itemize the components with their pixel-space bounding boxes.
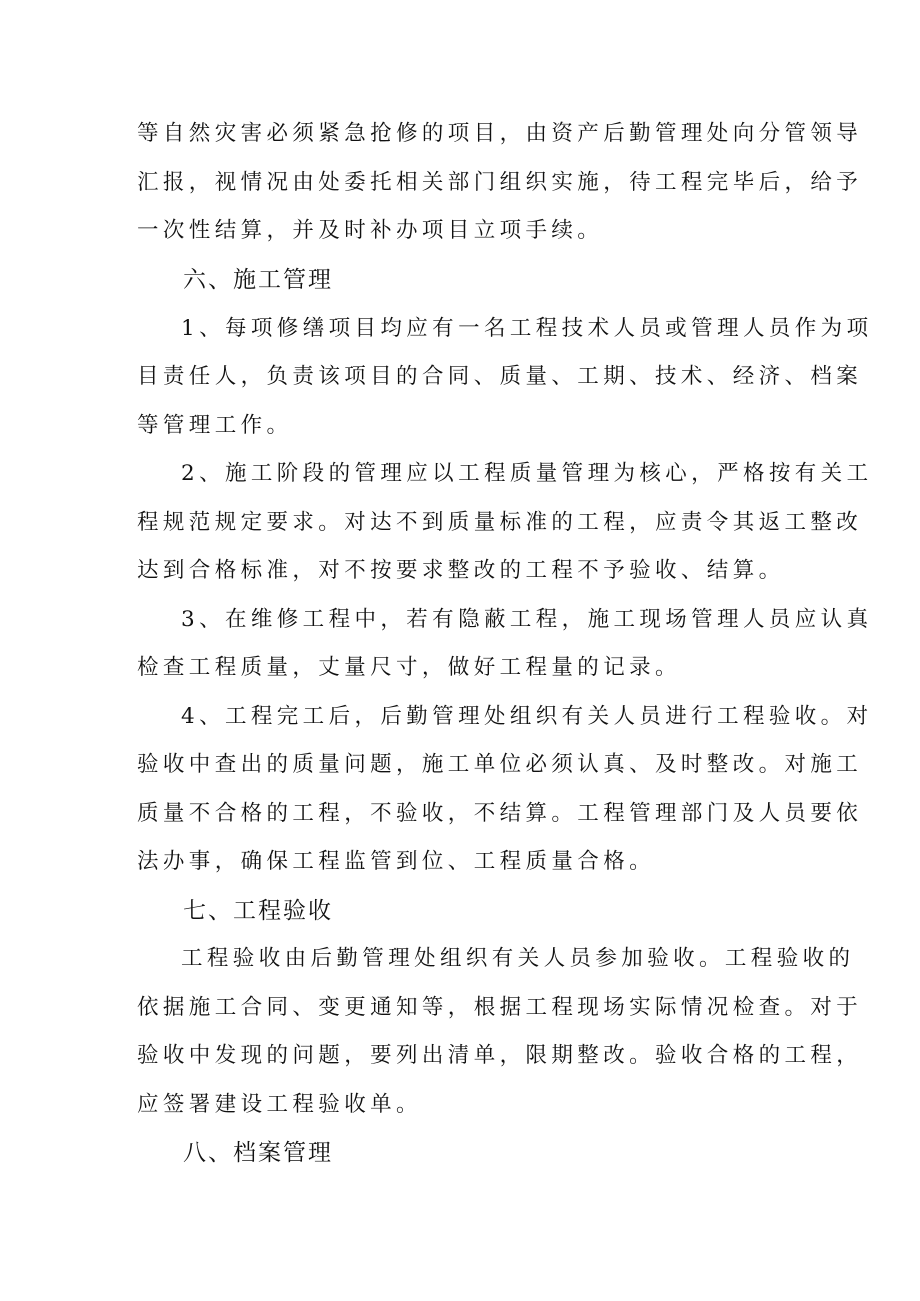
paragraph-line: 等管理工作。 — [137, 413, 293, 438]
paragraph-line: 1、每项修缮项目均应有一名工程技术人员或管理人员作为项 — [181, 316, 873, 341]
paragraph-line: 目责任人，负责该项目的合同、质量、工期、技术、经济、档案 — [137, 364, 863, 389]
paragraph-line: 验收中查出的质量问题，施工单位必须认真、及时整改。对施工 — [137, 752, 863, 777]
section-heading-construction-management: 六、施工管理 — [183, 267, 333, 293]
paragraph-line: 4、工程完工后，后勤管理处组织有关人员进行工程验收。对 — [181, 704, 873, 729]
paragraph-line: 达到合格标准，对不按要求整改的工程不予验收、结算。 — [137, 558, 785, 583]
paragraph-line: 一次性结算，并及时补办项目立项手续。 — [137, 218, 604, 243]
paragraph-line: 验收中发现的问题，要列出清单，限期整改。验收合格的工程， — [137, 1043, 863, 1068]
paragraph-line: 检查工程质量，丈量尺寸，做好工程量的记录。 — [137, 655, 681, 680]
paragraph-line: 汇报，视情况由处委托相关部门组织实施，待工程完毕后，给予 — [137, 170, 863, 195]
paragraph-line: 程规范规定要求。对达不到质量标准的工程，应责令其返工整改 — [137, 510, 863, 535]
paragraph-line: 应签署建设工程验收单。 — [137, 1092, 422, 1117]
paragraph-line: 3、在维修工程中，若有隐蔽工程，施工现场管理人员应认真 — [181, 607, 873, 632]
paragraph-line: 2、施工阶段的管理应以工程质量管理为核心，严格按有关工 — [181, 461, 873, 486]
paragraph-line: 依据施工合同、变更通知等，根据工程现场实际情况检查。对于 — [137, 995, 863, 1020]
section-heading-project-acceptance: 七、工程验收 — [183, 898, 333, 924]
paragraph-line: 质量不合格的工程，不验收，不结算。工程管理部门及人员要依 — [137, 801, 863, 826]
paragraph-line: 等自然灾害必须紧急抢修的项目，由资产后勤管理处向分管领导 — [137, 121, 863, 146]
paragraph-line: 工程验收由后勤管理处组织有关人员参加验收。工程验收的 — [181, 946, 855, 971]
section-heading-archive-management: 八、档案管理 — [183, 1140, 333, 1166]
paragraph-line: 法办事，确保工程监管到位、工程质量合格。 — [137, 849, 656, 874]
